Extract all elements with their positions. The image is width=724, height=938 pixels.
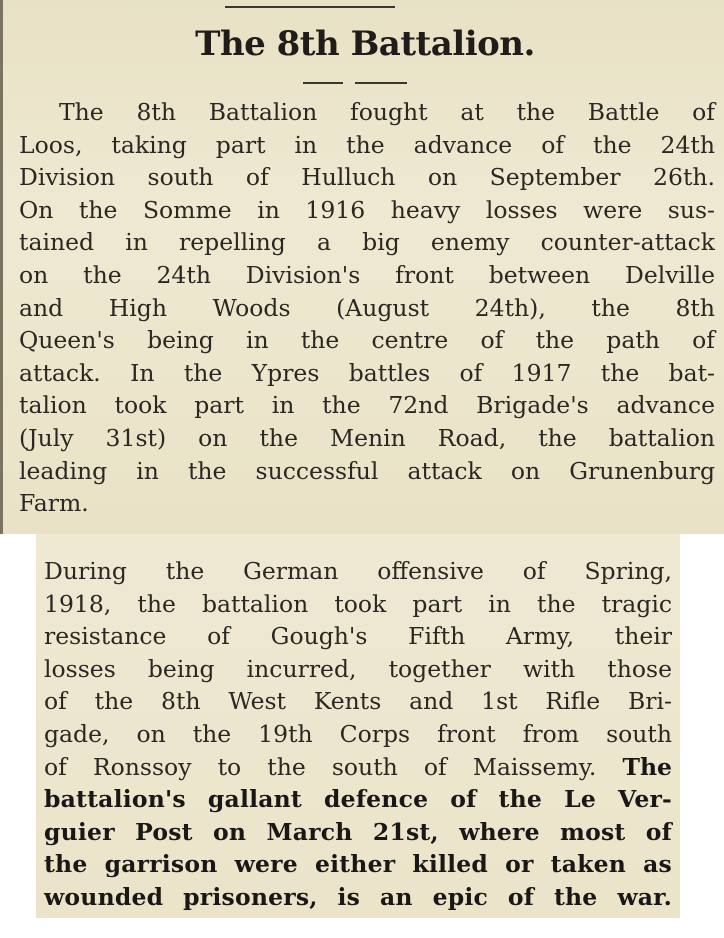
paragraph-1-line: Loos, taking part in the advance of the 24th	[19, 130, 715, 159]
paragraph-2-plain-run: of Ronssoy to the south of Maissemy.	[44, 752, 597, 781]
paragraph-2-bold-line: wounded prisoners, is an epic of the war.	[44, 882, 672, 911]
title-divider-left	[303, 82, 343, 84]
paragraph-1-line: The 8th Battalion fought at the Battle of	[59, 98, 715, 126]
paragraph-2-bold-line: battalion's gallant defence of the Le Ver-	[44, 785, 672, 814]
paragraph-2-line: During the German offensive of Spring,	[44, 557, 672, 585]
paragraph-1-line: (July 31st) on the Menin Road, the battalion	[19, 423, 715, 452]
paragraph-1-line: On the Somme in 1916 heavy losses were sus-	[19, 195, 715, 224]
paragraph-1-line: attack. In the Ypres battles of 1917 the bat-	[19, 358, 715, 387]
paragraph-1-line: Division south of Hulluch on September 26th.	[19, 163, 715, 192]
paragraph-2-line: losses being incurred, together with those	[44, 654, 672, 683]
paragraph-2-line-mixed	[44, 751, 672, 784]
paragraph-2-line: of the 8th West Kents and 1st Rifle Bri-	[44, 687, 672, 716]
paragraph-2	[44, 555, 672, 914]
paragraph-1-line: on the 24th Division's front between Delville	[19, 260, 715, 289]
title-divider-right	[355, 82, 407, 84]
paragraph-2-line: resistance of Gough's Fifth Army, their	[44, 622, 672, 651]
paragraph-1-line: and High Woods (August 24th), the 8th	[19, 293, 715, 322]
paragraph-1-line: Farm.	[19, 489, 89, 518]
paragraph-1-line: leading in the successful attack on Grunenburg	[19, 456, 715, 485]
paragraph-2-bold-line: guier Post on March 21st, where most of	[44, 817, 672, 846]
paragraph-2-bold-run: The	[622, 752, 672, 781]
header-rule	[225, 6, 395, 8]
article-title: The 8th Battalion.	[195, 24, 535, 64]
paragraph-2-line: 1918, the battalion took part in the tragic	[44, 589, 672, 618]
paragraph-2-bold-line: the garrison were either killed or taken as	[44, 850, 672, 879]
paragraph-1-line: Queen's being in the centre of the path of	[19, 326, 715, 355]
paragraph-2-line: gade, on the 19th Corps front from south	[44, 719, 672, 748]
paragraph-1	[19, 96, 715, 520]
paragraph-1-line: tained in repelling a big enemy counter-attack	[19, 228, 715, 257]
paragraph-1-line: talion took part in the 72nd Brigade's advance	[19, 391, 715, 420]
